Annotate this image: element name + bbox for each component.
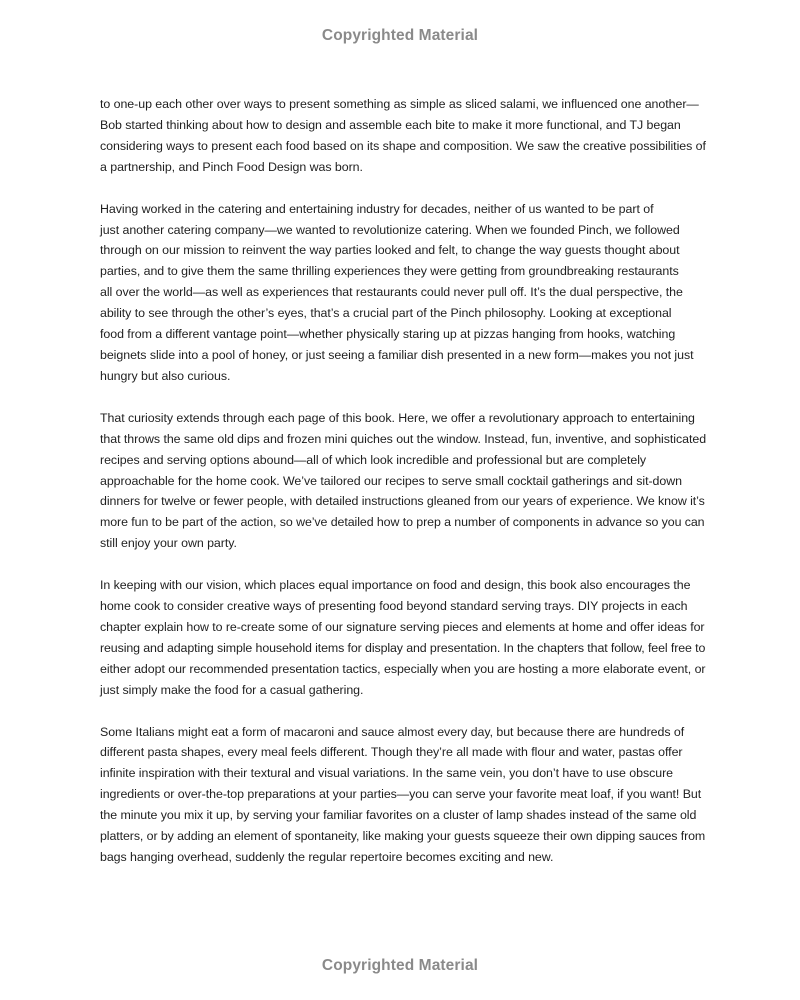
text-line: either adopt our recommended presentation tactics, especially when you are hosting a more elaborate event, or (100, 661, 706, 676)
text-line: considering ways to present each food based on its shape and composition. We saw the creative possibilities of (100, 138, 706, 153)
copyright-watermark-top: Copyrighted Material (321, 27, 479, 44)
text-line: recipes and serving options abound—all of which look incredible and professional but are completely (100, 452, 647, 467)
text-line: more fun to be part of the action, so we’ve detailed how to prep a number of components in advance so you can (100, 515, 705, 530)
text-line: different pasta shapes, every meal feels different. Though they’re all made with flour and water, pastas offer (100, 745, 683, 760)
text-line: bags hanging overhead, suddenly the regular repertoire becomes exciting and new. (100, 850, 554, 864)
paragraph (100, 575, 706, 700)
text-line: beignets slide into a pool of honey, or just seeing a familiar dish presented in a new form—makes you not just (100, 347, 694, 362)
paragraph (100, 408, 706, 554)
copyright-watermark-bottom: Copyrighted Material (321, 957, 479, 974)
text-line: the minute you mix it up, by serving your familiar favorites on a cluster of lamp shades instead of the same old (100, 808, 697, 823)
text-line: a partnership, and Pinch Food Design was born. (100, 159, 363, 174)
text-line: hungry but also curious. (100, 368, 231, 383)
text-line: home cook to consider creative ways of presenting food beyond standard serving trays. DIY projects in each (100, 599, 688, 614)
text-line: food from a different vantage point—whether physically staring up at pizzas hanging from hooks, watching (100, 327, 676, 342)
text-line: through on our mission to reinvent the way parties looked and felt, to change the way guests thought about (100, 243, 680, 258)
text-line: Bob started thinking about how to design and assemble each bite to make it more functional, and TJ began (100, 117, 681, 132)
text-line: reusing and adapting simple household items for display and presentation. In the chapters that follow, feel free to (100, 640, 706, 655)
text-line: In keeping with our vision, which places equal importance on food and design, this book also encourages the (100, 578, 691, 593)
text-line: dinners for twelve or fewer people, with detailed instructions gleaned from our years of experience. We know it’s (100, 494, 705, 509)
text-line: Having worked in the catering and entertaining industry for decades, neither of us wanted to be part of (100, 201, 654, 216)
paragraph (100, 199, 706, 387)
text-line: ability to see through the other’s eyes, that’s a crucial part of the Pinch philosophy. Looking at exceptional (100, 306, 672, 321)
text-line: ingredients or over-the-top preparations at your parties—you can serve your favorite meat loaf, if you want! But (100, 787, 702, 802)
body-text (100, 94, 706, 889)
text-line: parties, and to give them the same thrilling experiences they were getting from groundbreaking restaurants (100, 264, 679, 279)
text-line: that throws the same old dips and frozen mini quiches out the window. Instead, fun, inventive, and sophisticated (100, 431, 707, 446)
paragraph (100, 94, 706, 178)
text-line: just another catering company—we wanted to revolutionize catering. When we founded Pinch, we followed (100, 222, 680, 237)
text-line: all over the world—as well as experiences that restaurants could never pull off. It’s the dual perspective, the (100, 285, 683, 300)
text-line: Some Italians might eat a form of macaroni and sauce almost every day, but because there are hundreds of (100, 724, 685, 739)
text-line: to one-up each other over ways to present something as simple as sliced salami, we influenced one another— (100, 97, 699, 111)
text-line: platters, or by adding an element of spontaneity, like making your guests squeeze their own dipping sauces from (100, 829, 706, 844)
text-line: That curiosity extends through each page of this book. Here, we offer a revolutionary approach to entertaining (100, 410, 695, 425)
text-line: chapter explain how to re-create some of our signature serving pieces and elements at home and offer ideas for (100, 619, 705, 634)
text-line: approachable for the home cook. We’ve tailored our recipes to serve small cocktail gatherings and sit-down (100, 473, 682, 488)
text-line: still enjoy your own party. (100, 536, 237, 551)
paragraph (100, 722, 706, 868)
text-line: infinite inspiration with their textural and visual variations. In the same vein, you don’t have to use obscure (100, 766, 673, 781)
text-line: just simply make the food for a casual gathering. (100, 682, 364, 697)
